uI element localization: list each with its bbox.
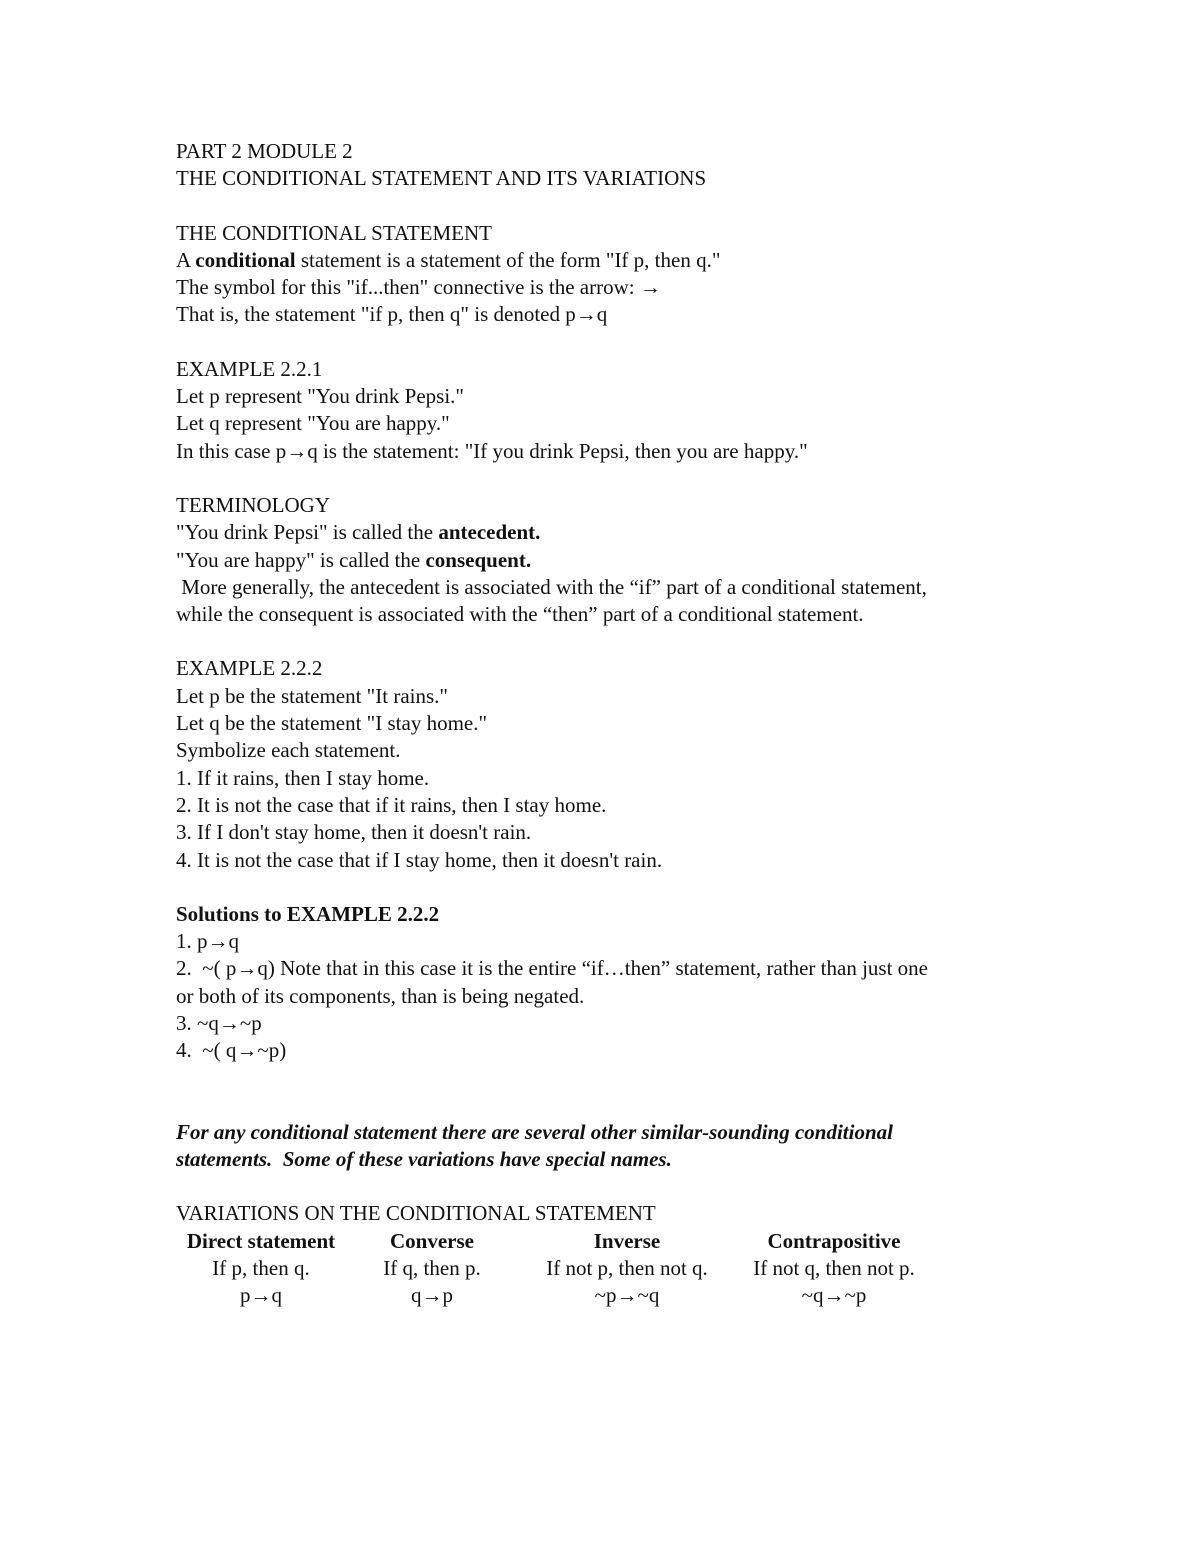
solution-item: or both of its components, than is being negated. (176, 983, 585, 1008)
variation-text: If q, then p. (383, 1255, 481, 1280)
solution-item: 2. ~( p→q) Note that in this case it is the entire “if…then” statement, rather than just one (176, 956, 928, 981)
list-item: 2. It is not the case that if it rains, then I stay home. (176, 792, 607, 817)
spacer (176, 465, 1056, 492)
variation-name: Contrapositive (767, 1228, 901, 1253)
variation-symbol: p→q (240, 1283, 282, 1308)
variations-note: For any conditional statement there are several other similar-sounding conditional (176, 1119, 893, 1144)
bold-term-antecedent: antecedent. (438, 520, 541, 545)
variation-column-converse (372, 1228, 492, 1310)
terminology-explanation: while the consequent is associated with the “then” part of a conditional statement. (176, 602, 864, 627)
variation-column-direct (176, 1228, 346, 1310)
variation-symbol: q→p (411, 1283, 453, 1308)
part-label: PART 2 MODULE 2 (176, 139, 353, 163)
text-fragment: "You are happy" is called the (176, 547, 426, 572)
example1-line: Let p represent "You drink Pepsi." (176, 384, 464, 409)
solution-item: 4. ~( q→~p) (176, 1038, 287, 1063)
solution-item: 3. ~q→~p (176, 1011, 262, 1036)
solutions-heading: Solutions to EXAMPLE 2.2.2 (176, 901, 440, 926)
spacer (176, 193, 1056, 220)
example1-line: Let q represent "You are happy." (176, 411, 450, 436)
variation-text: If p, then q. (212, 1255, 310, 1280)
text-fragment: statement is a statement of the form "If p, then q." (295, 247, 721, 272)
variation-text: If not q, then not p. (753, 1255, 915, 1280)
variation-text: If not p, then not q. (546, 1255, 708, 1280)
bold-term-consequent: consequent. (425, 547, 532, 572)
example2-line: Symbolize each statement. (176, 738, 401, 763)
variation-symbol: ~p→~q (594, 1283, 660, 1308)
variation-name: Inverse (593, 1228, 661, 1253)
example2-line: Let p be the statement "It rains." (176, 683, 448, 708)
spacer (176, 1173, 1056, 1200)
denotation-line: That is, the statement "if p, then q" is denoted p→q (176, 302, 608, 327)
variation-column-inverse (526, 1228, 728, 1310)
bold-term-conditional: conditional (195, 247, 296, 272)
spacer (176, 874, 1056, 901)
list-item: 4. It is not the case that if I stay home, then it doesn't rain. (176, 847, 663, 872)
arrow-symbol-line: The symbol for this "if...then" connective is the arrow: → (176, 275, 661, 300)
spacer (176, 628, 1056, 655)
example1-line: In this case p→q is the statement: "If you drink Pepsi, then you are happy." (176, 438, 808, 463)
variation-name: Direct statement (186, 1228, 336, 1253)
text-fragment: A (176, 247, 196, 272)
terminology-explanation: More generally, the antecedent is associated with the “if” part of a conditional statement, (176, 574, 927, 599)
variation-column-contrapositive (736, 1228, 932, 1310)
example2-heading: EXAMPLE 2.2.2 (176, 656, 323, 681)
conditional-heading: THE CONDITIONAL STATEMENT (176, 220, 492, 245)
conditional-definition (176, 247, 1056, 274)
variations-heading: VARIATIONS ON THE CONDITIONAL STATEMENT (176, 1201, 656, 1226)
antecedent-line (176, 519, 1056, 546)
variations-table (176, 1228, 1056, 1310)
example2-line: Let q be the statement "I stay home." (176, 711, 488, 736)
document-page (176, 138, 1056, 1310)
spacer (176, 1065, 1056, 1119)
list-item: 1. If it rains, then I stay home. (176, 765, 430, 790)
spacer (176, 329, 1056, 356)
text-fragment: "You drink Pepsi" is called the (176, 520, 439, 545)
consequent-line (176, 547, 1056, 574)
page-title: THE CONDITIONAL STATEMENT AND ITS VARIATIONS (176, 166, 707, 191)
variation-name: Converse (390, 1228, 474, 1253)
example1-heading: EXAMPLE 2.2.1 (176, 356, 323, 381)
variations-note: statements. Some of these variations have special names. (176, 1146, 672, 1171)
terminology-heading: TERMINOLOGY (176, 492, 330, 517)
solution-item: 1. p→q (176, 929, 239, 954)
list-item: 3. If I don't stay home, then it doesn't rain. (176, 820, 532, 845)
variation-symbol: ~q→~p (801, 1283, 867, 1308)
